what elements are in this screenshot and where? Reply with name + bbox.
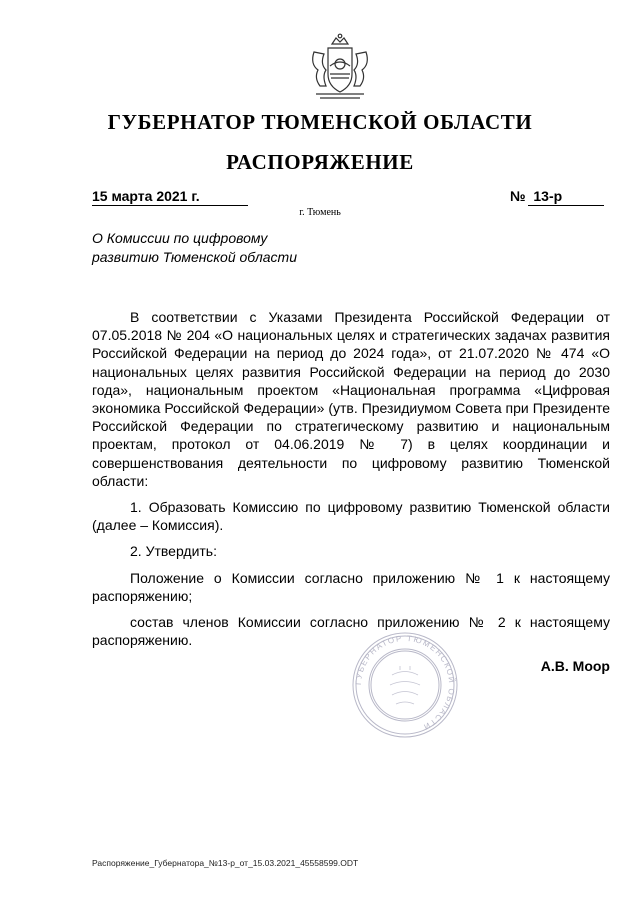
number-value: 13-р xyxy=(533,188,563,204)
body-paragraph: 2. Утвердить: xyxy=(130,543,217,560)
body-paragraph: В соответствии с Указами Президента Российской Федерации от 07.05.2018 № 204 «О национальных целях и стратегических задачах развития Российской Федерации на период до 2024 года», от 21.07.2020 № 474 «О национальных целях развития Российской Федерации на период до 2030 года», национальным проектом «Национальная программа «Цифровая экономика Российской Федерации» (утв. Президиумом Совета при Президенте Российской Федерации по стратегическому развитию и национальным проектам, протокол от 04.06.2019 № 7) в целях координации и совершенствования деятельности по цифровому развитию Тюменской области: xyxy=(92,309,610,489)
subject-line: О Комиссии по цифровому xyxy=(92,230,268,246)
tyumen-coat-of-arms-icon xyxy=(300,30,380,110)
number-prefix: № xyxy=(510,188,526,204)
document-subject xyxy=(92,229,352,267)
date-underline xyxy=(92,205,248,206)
signatory-name: А.В. Моор xyxy=(540,658,610,674)
document-type: РАСПОРЯЖЕНИЕ xyxy=(226,150,414,174)
official-seal-icon xyxy=(350,630,460,740)
body-paragraph: состав членов Комиссии согласно приложению № 2 к настоящему распоряжению. xyxy=(92,614,610,649)
city-label: г. Тюмень xyxy=(299,207,341,218)
body-paragraph: 1. Образовать Комиссию по цифровому развитию Тюменской области (далее – Комиссия). xyxy=(92,499,610,534)
seal-text: ГУБЕРНАТОР ТЮМЕНСКОЙ ОБЛАСТИ xyxy=(353,633,457,732)
footer-filename: Распоряжение_Губернатора_№13-р_от_15.03.2021_45558599.ODT xyxy=(92,858,359,868)
body-paragraph: Положение о Комиссии согласно приложению № 1 к настоящему распоряжению; xyxy=(92,569,610,604)
issuer-title: ГУБЕРНАТОР ТЮМЕНСКОЙ ОБЛАСТИ xyxy=(107,110,533,134)
number-underline xyxy=(528,205,604,206)
subject-line: развитию Тюменской области xyxy=(92,249,297,265)
document-number xyxy=(510,188,562,204)
document-date: 15 марта 2021 г. xyxy=(92,188,200,204)
document-body xyxy=(92,308,610,657)
